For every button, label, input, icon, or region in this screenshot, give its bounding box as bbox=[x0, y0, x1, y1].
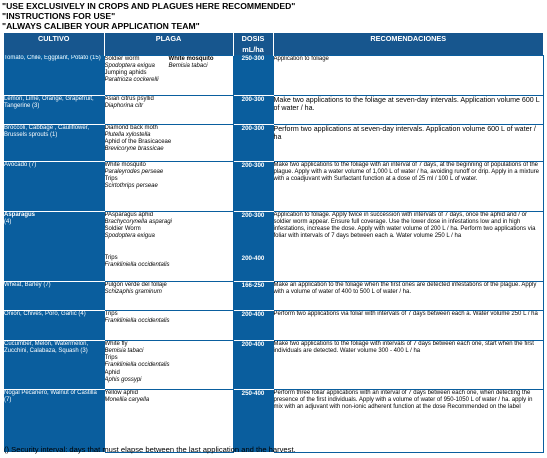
dose-value: 200-400 bbox=[241, 310, 265, 318]
recommendation-text: Make two applications to the foliage at seven-day intervals. Application volume 600 L of water / ha. bbox=[273, 95, 540, 112]
pest-group bbox=[105, 125, 172, 154]
pest-cell bbox=[104, 389, 233, 452]
table-row bbox=[4, 310, 543, 340]
dose-value: 200-300 bbox=[241, 95, 265, 103]
pest-scientific-name: Bemisia tabaci bbox=[104, 347, 144, 354]
pest-cell bbox=[104, 95, 233, 124]
security-interval-note: () Security interval: days that must elapse between the last application and the harvest. bbox=[4, 445, 296, 454]
crop-cell bbox=[4, 211, 104, 281]
pest-scientific-name: Frankliniella occidentalis bbox=[104, 317, 170, 324]
crop-cell bbox=[4, 389, 104, 452]
pest-group bbox=[105, 341, 170, 385]
dose-value bbox=[234, 248, 273, 255]
column-header-recomendaciones: RECOMENDACIONES bbox=[273, 33, 543, 55]
pest-group bbox=[105, 162, 164, 191]
dose-cell bbox=[233, 95, 273, 124]
dose-value: 200-300 bbox=[241, 211, 265, 219]
dose-cell bbox=[233, 340, 273, 389]
pest-cell bbox=[104, 310, 233, 340]
dose-value: 200-300 bbox=[241, 124, 265, 132]
pest-scientific-name: Scirtothrips perseae bbox=[104, 183, 158, 190]
column-header-plaga: PLAGA bbox=[104, 33, 233, 55]
pest-scientific-name: Schizaphis graminum bbox=[104, 288, 162, 295]
pest-group bbox=[105, 311, 170, 326]
crop-name: Broccoli, Cabbage , Cauliflower, Brussels sprouts (1) bbox=[4, 124, 90, 138]
header-line-1: "USE EXCLUSIVELY IN CROPS AND PLAGUES HERE RECOMMENDED" bbox=[2, 1, 296, 11]
pest-common-name: Trips bbox=[104, 310, 118, 317]
pest-scientific-name: Diaphorina citr bbox=[104, 102, 144, 109]
crop-cell bbox=[4, 310, 104, 340]
pest-common-name: Diamond back moth bbox=[104, 124, 158, 131]
crop-name: Avocado (7) bbox=[4, 161, 37, 168]
dose-cell bbox=[233, 211, 273, 281]
table-row bbox=[4, 281, 543, 310]
pest-scientific-name: Brachycorynella asparagi bbox=[104, 218, 172, 225]
dose-value: 200-300 bbox=[241, 161, 265, 169]
pest-common-name: Soldier worm bbox=[104, 55, 140, 62]
table-row bbox=[4, 340, 543, 389]
pest-scientific-name: Frankliniella occidentalis bbox=[104, 362, 170, 369]
crop-name: Wheat, Barley (7) bbox=[4, 281, 51, 288]
dose-cell bbox=[233, 55, 273, 95]
crop-name: Cucumber, Melon, Watermelon, Zucchini, Calabaza, Squash (3) bbox=[4, 340, 89, 354]
recommendation-cell bbox=[273, 124, 543, 161]
table-row bbox=[4, 55, 543, 95]
crop-name: Asparagus bbox=[4, 211, 36, 218]
pest-spacer bbox=[105, 241, 172, 248]
crop-cell bbox=[4, 161, 104, 211]
recommendation-cell bbox=[273, 389, 543, 452]
pest-common-name: Aphid bbox=[104, 369, 120, 376]
crop-cell bbox=[4, 281, 104, 310]
table-body bbox=[4, 55, 543, 452]
pest-common-name: Trips bbox=[104, 254, 118, 261]
crop-cell bbox=[4, 55, 104, 95]
pest-scientific-name: Spodoptera exigua bbox=[104, 62, 155, 69]
dose-cell bbox=[233, 389, 273, 452]
dose-value: 250-300 bbox=[241, 55, 265, 62]
pest-common-name: Aphid of the Brasicaceae bbox=[104, 139, 172, 146]
pest-common-name: White mosquito bbox=[168, 55, 214, 62]
crop-cell bbox=[4, 124, 104, 161]
dose-value bbox=[234, 226, 273, 233]
crop-name: Onion, Chives, Poro, Garlic (4) bbox=[4, 310, 86, 317]
table-row bbox=[4, 161, 543, 211]
dose-value: 200-400 bbox=[241, 255, 265, 263]
pest-scientific-name: Monellia caryella bbox=[104, 396, 150, 403]
crop-safety-interval: (4) bbox=[4, 218, 12, 225]
recommendation-text: Application to foliage. Apply twice in succession with intervals of 7 days, once the aphid and / or soldier worm appear. Ensure full coverage. Use the lower dose in infestations low and in high infestations, increase the dose. Apply with water volume of 200 L / ha. Perform two applications via foliar with intervals of 7 days between each a. Water volume 250 L / ha bbox=[273, 211, 536, 240]
pest-spacer bbox=[105, 248, 172, 255]
column-header-dosis: DOSIS mL/ha bbox=[233, 33, 273, 55]
crop-name: Nogal Pecanero, Walnut of Castilla (7) bbox=[4, 389, 97, 403]
dose-cell bbox=[233, 281, 273, 310]
dosage-table bbox=[4, 33, 544, 453]
pest-common-name: Asian citrus psyllid bbox=[104, 95, 154, 102]
pest-scientific-name: Frankliniella occidentalis bbox=[104, 261, 170, 268]
pest-common-name: White fly bbox=[104, 340, 128, 347]
dose-cell bbox=[233, 161, 273, 211]
crop-cell bbox=[4, 340, 104, 389]
pest-group bbox=[105, 212, 172, 270]
pest-scientific-name: Aphis gossypi bbox=[104, 376, 142, 383]
table-row bbox=[4, 124, 543, 161]
pest-scientific-name: Spodoptera exigua bbox=[104, 233, 155, 240]
dose-value bbox=[234, 219, 273, 226]
pest-common-name: White mosquito bbox=[104, 161, 146, 168]
dose-value: 250-400 bbox=[241, 389, 265, 397]
pest-cell bbox=[104, 161, 233, 211]
dose-cell bbox=[233, 310, 273, 340]
recommendation-cell bbox=[273, 161, 543, 211]
pest-group bbox=[169, 56, 214, 71]
crop-name: Lemon, Lime, Orange, Grapefruit, Tangerine (3) bbox=[4, 95, 94, 109]
pest-group bbox=[105, 282, 167, 297]
pest-cell bbox=[104, 281, 233, 310]
pest-common-name: Trips bbox=[104, 176, 118, 183]
dose-value: 200-400 bbox=[241, 340, 265, 348]
recommendation-text: Make two applications to the foliage with an interval of 7 days, at the beginning of populations of the plague. Apply with a water volume of 1,000 L of water / ha, avoiding runoff or drip. Apply in a mixture with a coadjuvant with Surfactant function at a dose of 25 ml / 100 L of water. bbox=[273, 161, 539, 182]
pest-common-name: Trips bbox=[104, 355, 118, 362]
recommendation-cell bbox=[273, 340, 543, 389]
dose-value bbox=[234, 241, 273, 248]
pest-common-name: Yellow aphid bbox=[104, 389, 138, 396]
recommendation-text: Perform two applications at seven-day intervals. Application volume 600 L of water / ha bbox=[273, 124, 536, 141]
table-row bbox=[4, 95, 543, 124]
pest-cell bbox=[104, 340, 233, 389]
pest-common-name: Jumping aphids bbox=[104, 70, 147, 77]
header-line-3: "ALWAYS CALIBER YOUR APPLICATION TEAM" bbox=[2, 21, 200, 31]
pest-scientific-name: Bemisia tabaci bbox=[168, 62, 208, 69]
dose-value: 166-250 bbox=[241, 281, 265, 289]
pest-group bbox=[105, 56, 159, 85]
recommendation-text: Make two applications to the foliage with intervals of 7 days between each one, start when the first individuals are detected. Water volume 300 - 400 L / ha bbox=[273, 340, 534, 354]
recommendation-text: Perform three foliar applications with an interval of 7 days between each one, when detecting the presence of the first individuals. Apply with a volume of water of 950-1050 L of water / ha. apply in mix with an adjuvant with non-ionic adherent function at the dose Recommended on the label bbox=[273, 389, 533, 410]
recommendation-cell bbox=[273, 55, 543, 95]
recommendation-cell bbox=[273, 310, 543, 340]
crop-cell bbox=[4, 95, 104, 124]
pest-common-name: Pulgón verde del follaje bbox=[104, 281, 167, 288]
pest-scientific-name: Brevicoryne brassicae bbox=[104, 146, 164, 153]
recommendation-cell bbox=[273, 281, 543, 310]
recommendation-cell bbox=[273, 95, 543, 124]
table-row bbox=[4, 211, 543, 281]
crop-name: Tomato, Chile, Eggplant, Potato (15) bbox=[4, 55, 101, 61]
pest-group bbox=[105, 96, 154, 111]
column-header-cultivo: CULTIVO bbox=[4, 33, 104, 55]
pest-common-name: Soldier Worm bbox=[104, 226, 141, 233]
recommendation-text: Application to foliage bbox=[273, 55, 329, 62]
pest-cell bbox=[104, 124, 233, 161]
pest-cell bbox=[104, 211, 233, 281]
pest-scientific-name: Paratrioza cockerelli bbox=[104, 77, 159, 84]
dose-value bbox=[234, 233, 273, 240]
pest-cell bbox=[104, 55, 233, 95]
pest-scientific-name: Plutella xylostella bbox=[104, 131, 151, 138]
dose-cell bbox=[233, 124, 273, 161]
table-row bbox=[4, 389, 543, 452]
recommendation-cell bbox=[273, 211, 543, 281]
pest-common-name: PAsparagus aphid bbox=[104, 211, 154, 218]
pest-scientific-name: Paraleyrodes perseae bbox=[104, 168, 164, 175]
header-line-2: "INSTRUCTIONS FOR USE" bbox=[2, 11, 116, 21]
table-header-row bbox=[4, 33, 543, 55]
recommendation-text: Perform two applications via foliar with intervals of 7 days between each a. Water volume 250 L / ha bbox=[273, 310, 538, 317]
pest-group bbox=[105, 390, 150, 405]
recommendation-text: Make an application to the foliage when the first ones are detected infestations of the plague. Apply with a volume of water of 400 to 500 L of water / ha. bbox=[273, 281, 537, 295]
